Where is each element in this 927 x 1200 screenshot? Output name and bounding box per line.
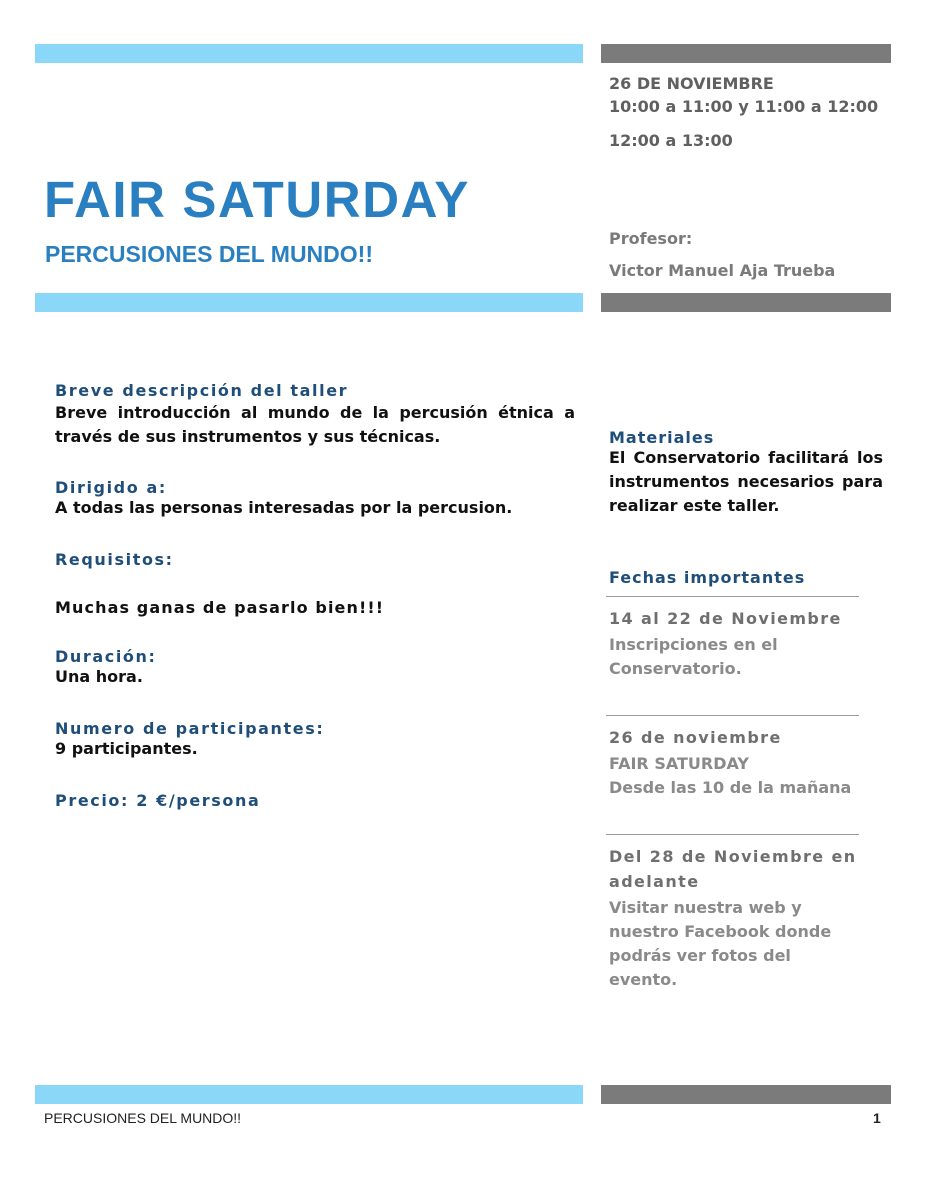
description-heading: Breve descripción del taller (55, 381, 349, 400)
requirements-heading: Requisitos: (55, 550, 174, 569)
mid-accent-bar-gray (601, 293, 891, 312)
participants-heading: Numero de participantes: (55, 719, 325, 738)
event-1-text: Inscripciones en el Conservatorio. (609, 635, 778, 678)
key-dates-divider (606, 596, 859, 597)
duration-heading: Duración: (55, 647, 157, 666)
price-text: Precio: 2 €/persona (55, 791, 261, 810)
footer-title: PERCUSIONES DEL MUNDO!! (44, 1110, 242, 1126)
participants-text: 9 participantes. (55, 739, 198, 758)
event-3-title: Del 28 de Noviembre en adelante (609, 847, 857, 891)
page-number: 1 (873, 1110, 881, 1126)
event-time-1: 10:00 a 11:00 y 11:00 a 12:00 (609, 97, 879, 116)
duration-text: Una hora. (55, 667, 143, 686)
event-2-text-2: Desde las 10 de la mañana (609, 778, 852, 797)
event-3-text: Visitar nuestra web y nuestro Facebook donde podrás ver fotos del evento. (609, 898, 832, 989)
bottom-accent-bar-blue (35, 1085, 583, 1104)
bottom-accent-bar-gray (601, 1085, 891, 1104)
key-dates-heading: Fechas importantes (609, 568, 806, 587)
event-2-text-1: FAIR SATURDAY (609, 754, 749, 773)
page-title: FAIR SATURDAY (44, 171, 471, 228)
top-accent-bar-gray (601, 44, 891, 63)
top-accent-bar-blue (35, 44, 583, 63)
audience-text: A todas las personas interesadas por la percusion. (55, 498, 513, 517)
event-divider-1 (606, 715, 859, 716)
event-2-title: 26 de noviembre (609, 728, 782, 747)
event-divider-2 (606, 834, 859, 835)
requirements-text: Muchas ganas de pasarlo bien!!! (55, 598, 385, 617)
profesor-name: Victor Manuel Aja Trueba (609, 261, 836, 280)
event-1-title: 14 al 22 de Noviembre (609, 609, 842, 628)
event-date: 26 DE NOVIEMBRE (609, 74, 774, 93)
mid-accent-bar-blue (35, 293, 583, 312)
materials-heading: Materiales (609, 428, 715, 447)
description-text: Breve introducción al mundo de la percusión étnica a través de sus instrumentos y sus técnicas. (55, 403, 575, 446)
materials-text: El Conservatorio facilitará los instrumentos necesarios para realizar este taller. (609, 448, 883, 515)
page-subtitle: PERCUSIONES DEL MUNDO!! (45, 241, 373, 267)
audience-heading: Dirigido a: (55, 478, 167, 497)
event-time-2: 12:00 a 13:00 (609, 131, 733, 150)
profesor-label: Profesor: (609, 229, 693, 248)
